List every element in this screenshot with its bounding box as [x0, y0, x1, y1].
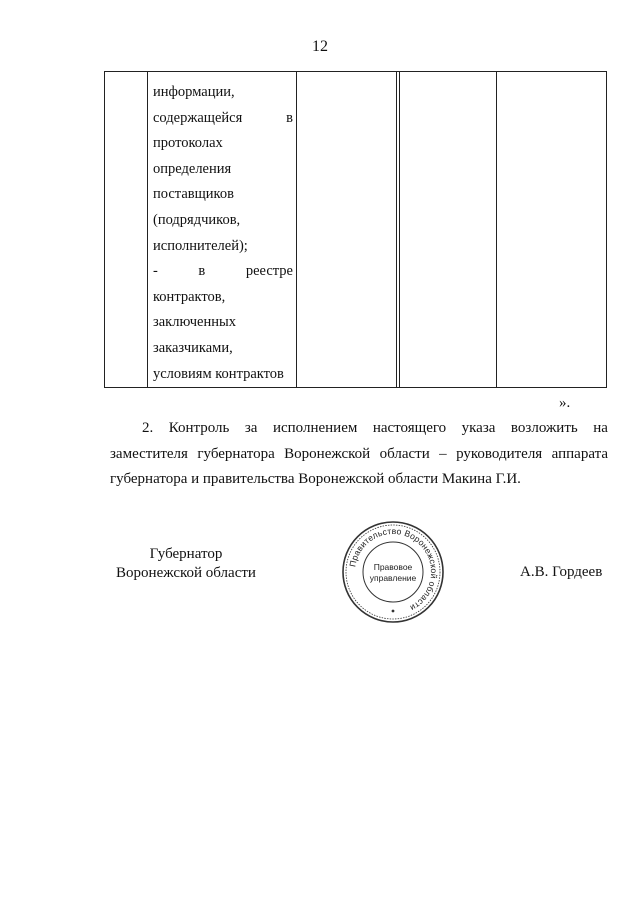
word: –	[439, 445, 447, 462]
table-cell-line	[153, 106, 293, 132]
table-cell-line: поставщиков	[153, 186, 234, 203]
word: заместителя	[110, 445, 188, 462]
paragraph-control	[110, 416, 608, 493]
table-cell-line: заключенных	[153, 314, 236, 331]
table-cell-line	[153, 259, 293, 285]
stamp-center-line: Правовое	[373, 562, 413, 572]
signatory-title-line: Губернатор	[149, 546, 223, 562]
table-cell-line: (подрядчиков,	[153, 211, 241, 228]
word: области	[379, 445, 430, 462]
table-column-divider	[147, 72, 148, 387]
word: в	[198, 263, 206, 280]
word: аппарата	[551, 445, 608, 462]
signatory-title	[100, 545, 272, 583]
closing-quote: ».	[559, 395, 571, 411]
table-cell-text	[153, 80, 293, 387]
continuation-table	[104, 71, 607, 388]
word: -	[153, 263, 158, 280]
table-column-divider	[296, 72, 297, 387]
word: руководителя	[456, 445, 543, 462]
word: настоящего	[372, 420, 447, 436]
signatory-title-line: Воронежской области	[116, 565, 256, 581]
table-cell-line: контрактов,	[153, 288, 226, 305]
word: реестре	[245, 263, 293, 280]
word: на	[593, 420, 608, 436]
stamp-center-line: управление	[369, 573, 417, 583]
word: исполнением	[272, 420, 358, 436]
paragraph-line	[110, 416, 608, 442]
table-cell-line: условиям контрактов	[153, 365, 284, 382]
word: за	[244, 420, 258, 436]
table-cell-line: заказчиками,	[153, 339, 233, 356]
word: Контроль	[168, 420, 230, 436]
word: губернатора	[197, 445, 275, 462]
table-cell-line: определения	[153, 160, 232, 177]
table-cell-line: исполнителей);	[153, 237, 248, 254]
table-column-divider	[496, 72, 497, 387]
word: содержащейся	[153, 109, 243, 126]
word: указа	[461, 420, 496, 436]
word: 2.	[142, 420, 154, 436]
signatory-name: А.В. Гордеев	[520, 564, 603, 580]
stamp-ring-text: Правительство Воронежской области	[347, 525, 440, 614]
word: в	[286, 109, 293, 126]
paragraph-line	[110, 442, 608, 468]
stamp-dot	[392, 610, 395, 613]
word: Воронежской	[284, 445, 371, 462]
table-column-divider	[396, 72, 397, 387]
table-cell-line: информации,	[153, 84, 235, 100]
table-column-divider	[399, 72, 400, 387]
table-cell-line: протоколах	[153, 135, 223, 152]
paragraph-line: губернатора и правительства Воронежской области Макина Г.И.	[110, 471, 521, 487]
official-stamp	[341, 520, 445, 624]
page-number: 12	[312, 38, 328, 55]
word: возложить	[510, 420, 578, 436]
